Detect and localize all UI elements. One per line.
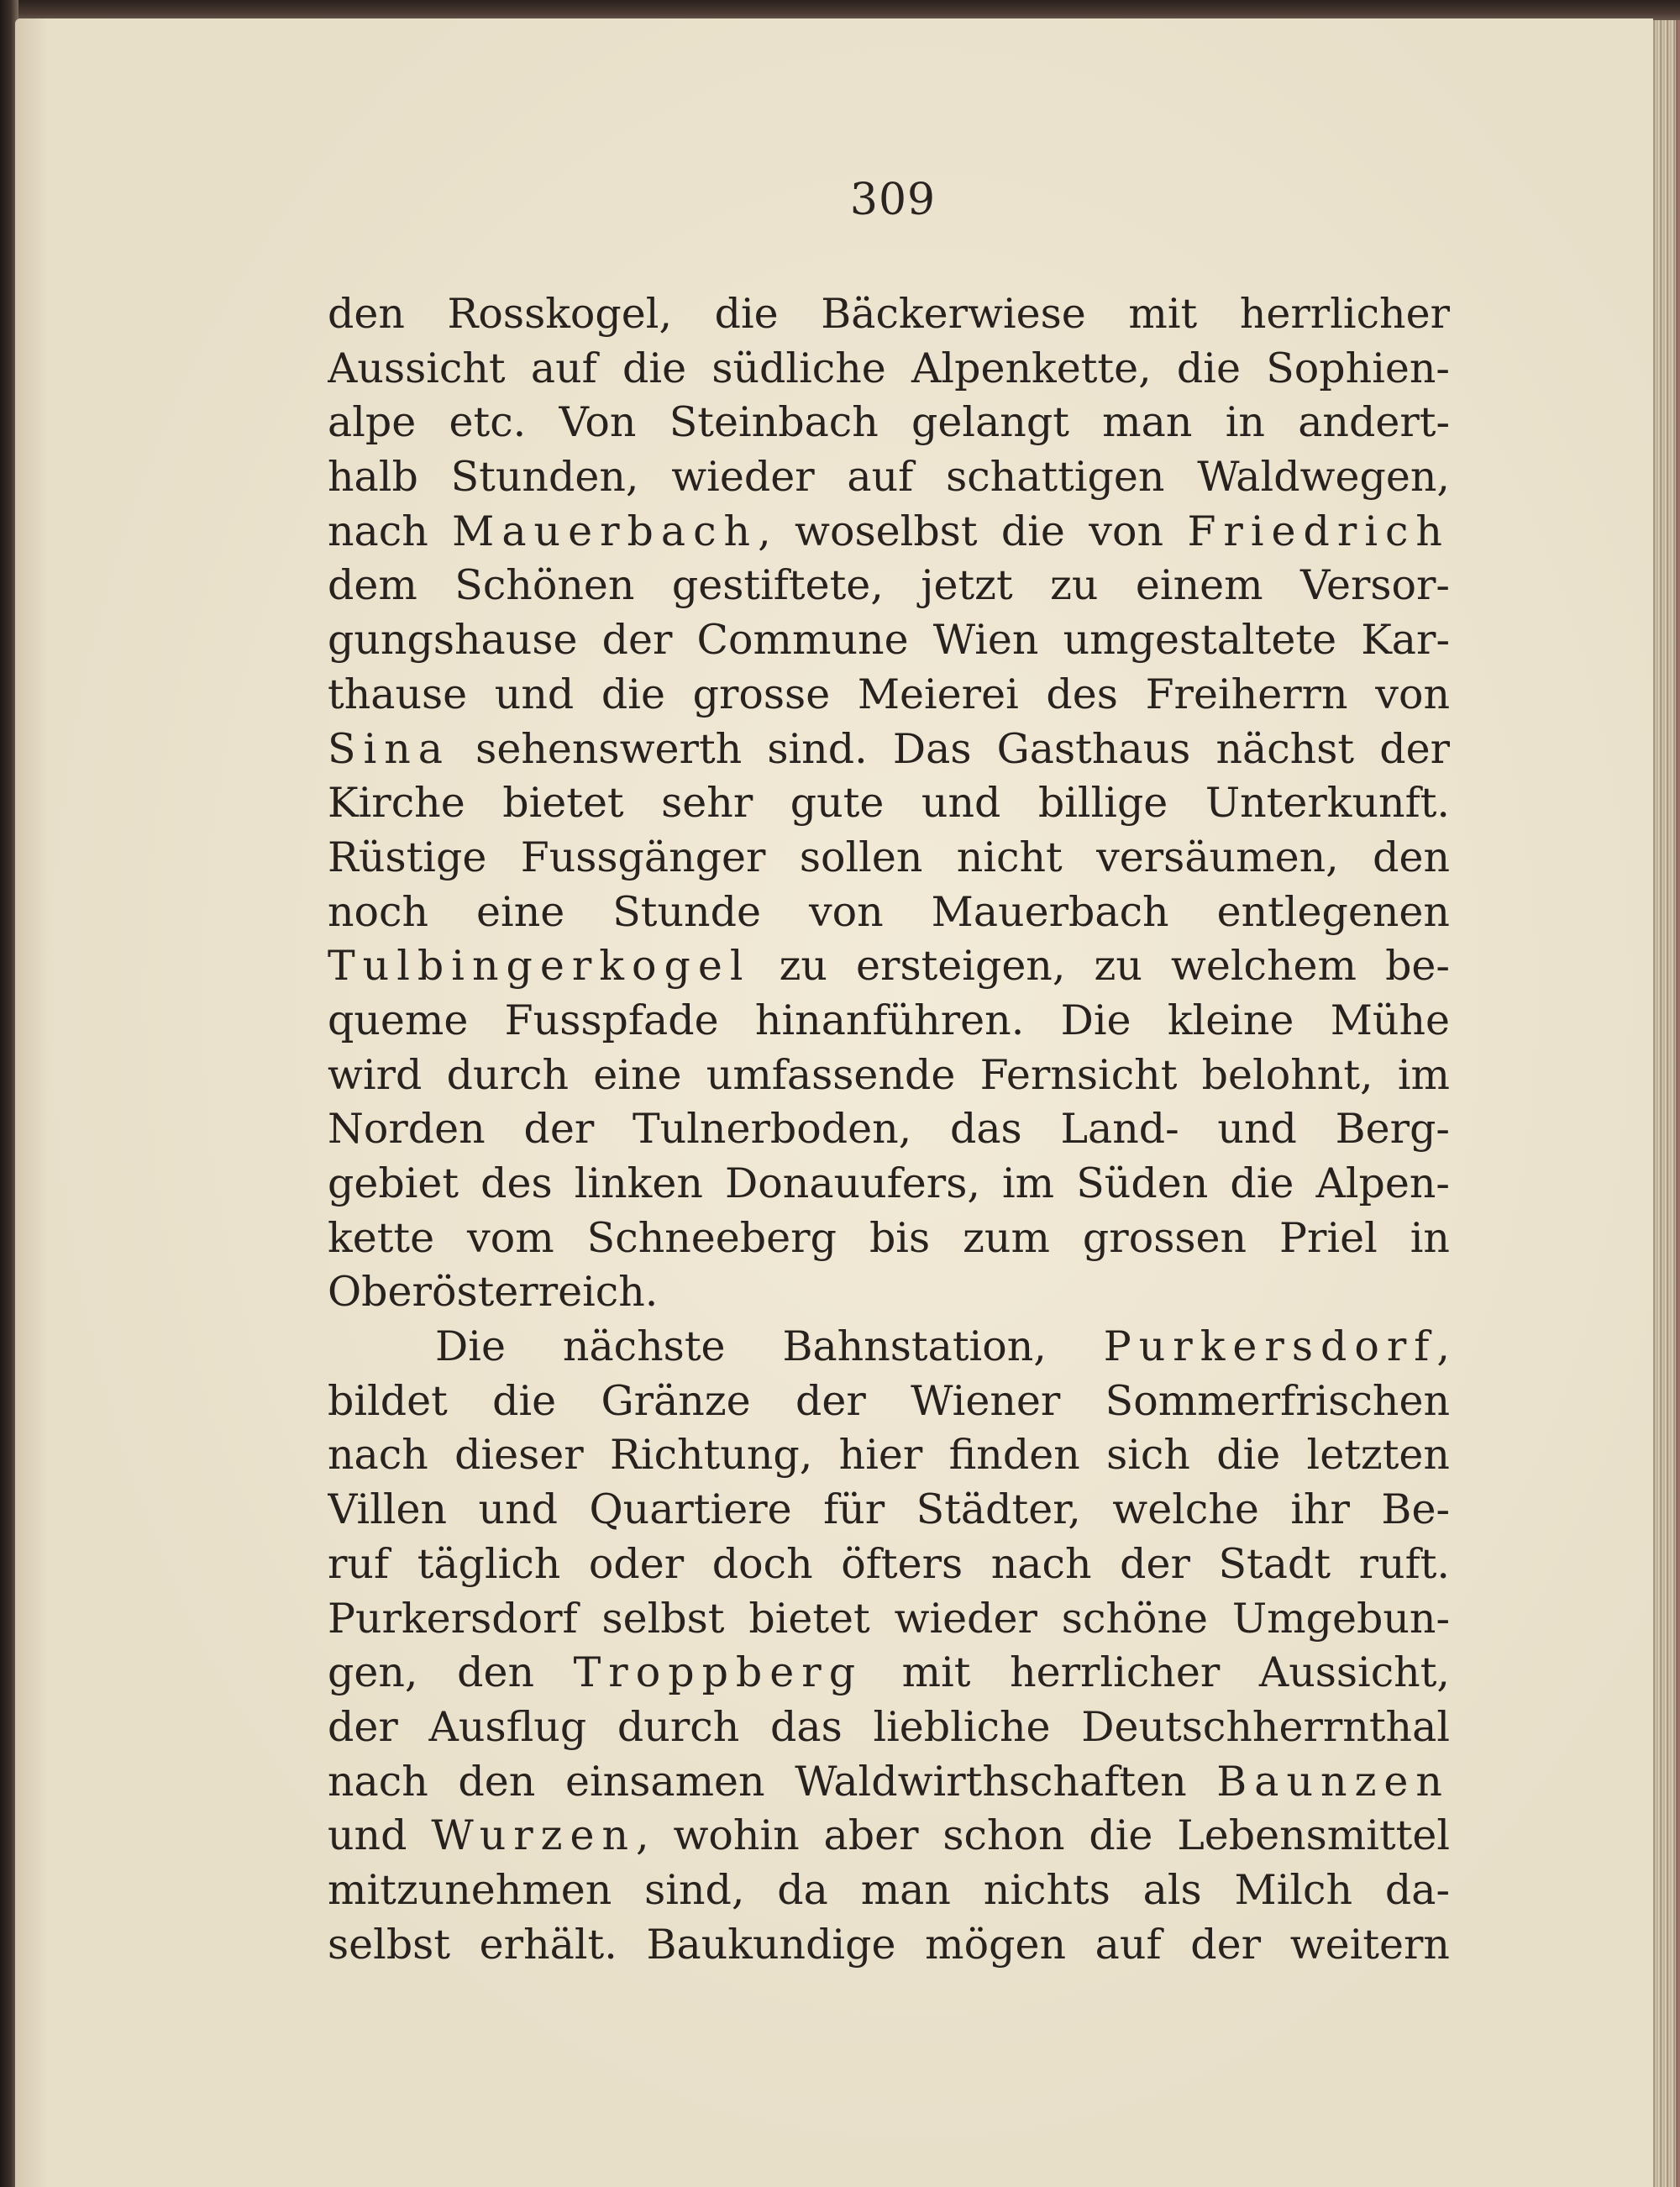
text-line: bildet die Gränze der Wiener Sommerfrischen bbox=[328, 1376, 1450, 1425]
text-line: mitzunehmen sind, da man nichts als Milch da- bbox=[328, 1865, 1450, 1914]
text-line: Purkersdorf selbst bietet wieder schöne Umgebun- bbox=[328, 1594, 1450, 1643]
spaced-name: Tulbingerkogel bbox=[328, 942, 751, 991]
book-page bbox=[15, 18, 1653, 2187]
text-line: den Rosskogel, die Bäckerwiese mit herrlicher bbox=[328, 290, 1450, 338]
text-line: selbst erhält. Baukundige mögen auf der weitern bbox=[328, 1920, 1450, 1969]
text-line: gen, den Troppberg mit herrlicher Aussicht, bbox=[328, 1648, 1450, 1697]
text-line: der Ausflug durch das liebliche Deutschherrnthal bbox=[328, 1702, 1450, 1751]
text-line: kette vom Schneeberg bis zum grossen Priel in bbox=[328, 1213, 1450, 1262]
text-line: und Wurzen, wohin aber schon die Lebensmittel bbox=[328, 1811, 1450, 1860]
text-line: gebiet des linken Donauufers, im Süden die Alpen- bbox=[328, 1159, 1450, 1207]
text-line: Rüstige Fussgänger sollen nicht versäumen, den bbox=[328, 833, 1450, 881]
spaced-name: Sina bbox=[328, 724, 451, 773]
text-line: Villen und Quartiere für Städter, welche ihr Be- bbox=[328, 1485, 1450, 1534]
text-line: queme Fusspfade hinanführen. Die kleine Mühe bbox=[328, 996, 1450, 1044]
text-line: Kirche bietet sehr gute und billige Unterkunft. bbox=[328, 779, 1450, 828]
spaced-name: Baunzen bbox=[1216, 1757, 1450, 1806]
text-line: nach den einsamen Waldwirthschaften Baunzen bbox=[328, 1757, 1450, 1806]
text-line: thause und die grosse Meierei des Freiherrn von bbox=[328, 670, 1450, 718]
text-line: dem Schönen gestiftete, jetzt zu einem Versor- bbox=[328, 561, 1450, 610]
text-line: wird durch eine umfassende Fernsicht belohnt, im bbox=[328, 1050, 1450, 1099]
text-line: ruf täglich oder doch öfters nach der Stadt ruft. bbox=[328, 1539, 1450, 1588]
text-line: nach dieser Richtung, hier finden sich die letzten bbox=[328, 1431, 1450, 1480]
text-line: halb Stunden, wieder auf schattigen Waldwegen, bbox=[328, 453, 1450, 502]
body-text bbox=[328, 287, 1450, 1972]
spaced-name: Mauerbach bbox=[452, 507, 759, 555]
text-line: alpe etc. Von Steinbach gelangt man in andert- bbox=[328, 398, 1450, 447]
spaced-name: Friedrich bbox=[1187, 507, 1450, 555]
text-line: Die nächste Bahnstation, Purkersdorf, bbox=[435, 1322, 1450, 1371]
page-number: 309 bbox=[849, 175, 937, 225]
text-line: gungshause der Commune Wien umgestaltete Kar- bbox=[328, 616, 1450, 665]
spaced-name: Wurzen bbox=[431, 1811, 637, 1860]
text-line: Sina sehenswerth sind. Das Gasthaus nächst der bbox=[328, 724, 1450, 773]
text-line: Tulbingerkogel zu ersteigen, zu welchem be- bbox=[328, 942, 1450, 991]
spaced-name: Troppberg bbox=[573, 1648, 864, 1697]
text-line: Norden der Tulnerboden, das Land- und Berg- bbox=[328, 1105, 1450, 1154]
text-line: Aussicht auf die südliche Alpenkette, die Sophien- bbox=[328, 344, 1450, 392]
text-line: Oberösterreich. bbox=[328, 1268, 659, 1317]
spaced-name: Purkersdorf bbox=[1103, 1322, 1437, 1371]
text-line: nach Mauerbach, woselbst die von Friedrich bbox=[328, 507, 1450, 555]
text-line: noch eine Stunde von Mauerbach entlegenen bbox=[328, 887, 1450, 936]
